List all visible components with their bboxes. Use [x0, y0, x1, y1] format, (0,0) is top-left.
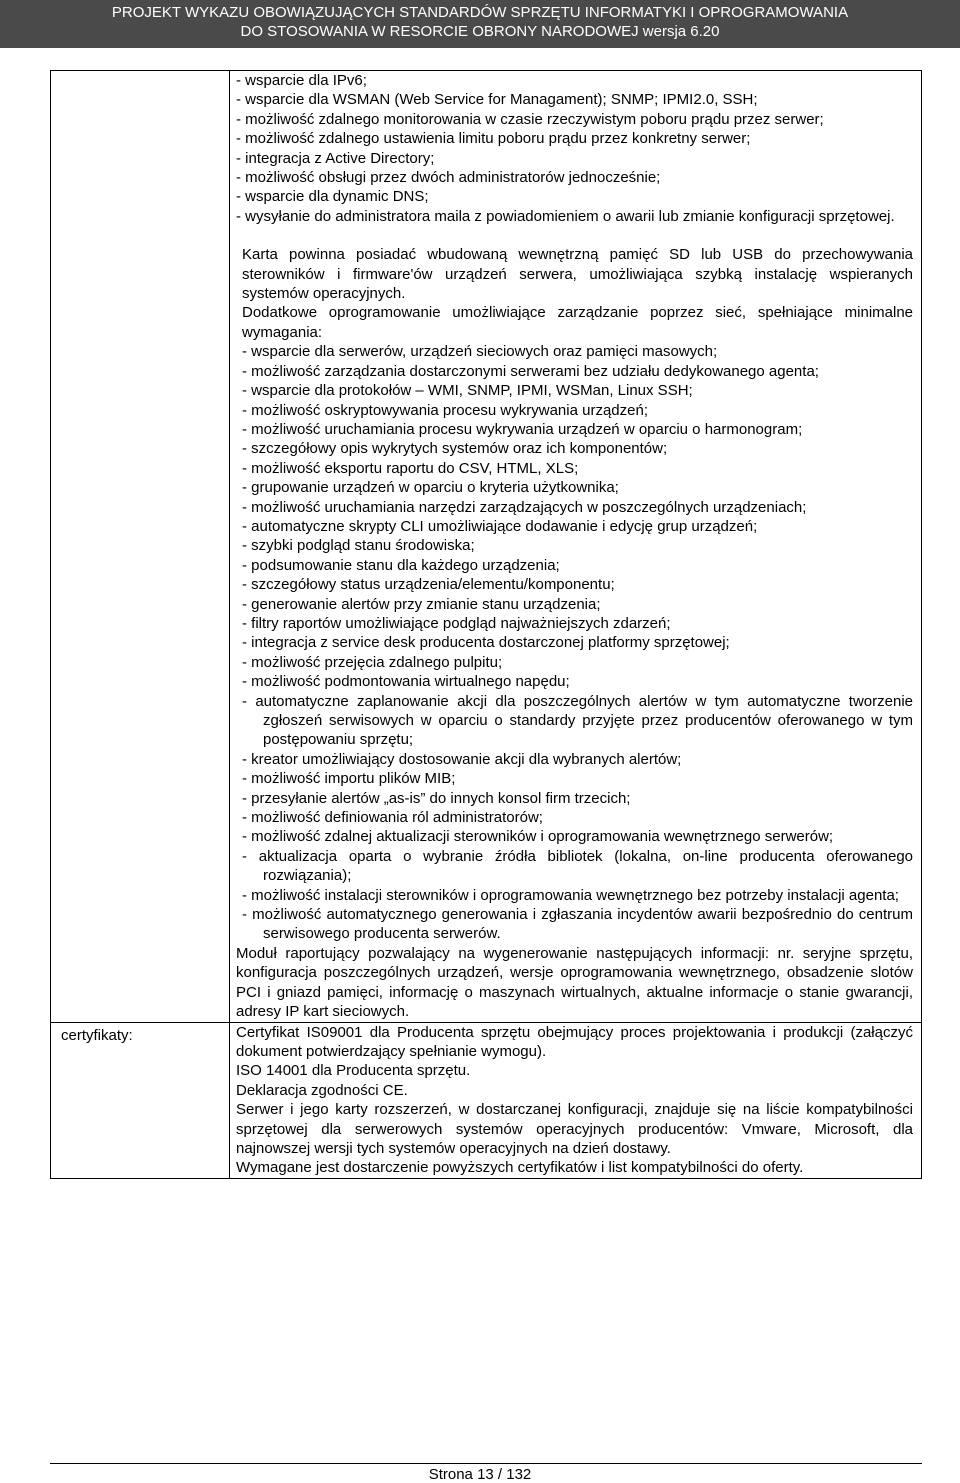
card-paragraph: Karta powinna posiadać wbudowaną wewnętrzną pamięć SD lub USB do przechowywania sterowników i firmware'ów urządzeń serwera, umożliwiająca szybką instalację wspieranych systemów operacyjnych. [242, 246, 913, 303]
list-item: - wsparcie dla WSMAN (Web Service for Managament); SNMP; IPMI2.0, SSH; [236, 91, 758, 109]
certificate-paragraph: ISO 14001 dla Producenta sprzętu. [236, 1062, 471, 1080]
list-item: - możliwość przejęcia zdalnego pulpitu; [242, 653, 503, 671]
list-item: - możliwość instalacji sterowników i oprogramowania wewnętrznego bez potrzeby instalacji agenta; [242, 886, 899, 904]
list-item: - możliwość podmontowania wirtualnego napędu; [242, 673, 570, 691]
specification-table [50, 70, 922, 1179]
page-number: Strona 13 / 132 [428, 1466, 532, 1483]
list-item: - możliwość zdalnego monitorowania w czasie rzeczywistym poboru prądu przez serwer; [236, 110, 824, 128]
table-row [51, 71, 922, 1023]
list-item: - szczegółowy opis wykrytych systemów oraz ich komponentów; [242, 440, 668, 458]
certificates-list [230, 1023, 921, 1178]
list-item: - wsparcie dla IPv6; [236, 72, 367, 89]
software-list [242, 342, 913, 944]
row-content-cell [230, 1022, 922, 1178]
list-item: - przesyłanie alertów „as-is” do innych konsol firm trzecich; [242, 789, 631, 807]
list-item: - integracja z Active Directory; [236, 149, 435, 167]
list-item: - szybki podgląd stanu środowiska; [242, 537, 475, 555]
list-item: - możliwość zarządzania dostarczonymi serwerami bez udziału dedykowanego agenta; [242, 362, 819, 380]
table-row [51, 1022, 922, 1178]
management-list [230, 71, 921, 226]
software-intro: Dodatkowe oprogramowanie umożliwiające zarządzanie poprzez sieć, spełniające minimalne wymagania: [242, 304, 913, 341]
report-paragraph: Moduł raportujący pozwalający na wygenerowanie następujących informacji: nr. seryjne sprzętu, konfiguracja poszczególnych urządzeń, wersje oprogramowania wewnętrznego, obsadzenie slotów PCI i gniazd pamięci, informację o maszynach wirtualnych, aktualne informacje o stanie gwarancji, adresy IP kart sieciowych. [236, 944, 913, 1021]
list-item: - wysyłanie do administratora maila z powiadomieniem o awarii lub zmianie konfiguracji sprzętowej. [236, 207, 895, 225]
list-item: - aktualizacja oparta o wybranie źródła bibliotek (lokalna, on-line producenta oferowanego rozwiązania); [242, 847, 913, 885]
list-item: - automatyczne skrypty CLI umożliwiające dodawanie i edycję grup urządzeń; [242, 517, 758, 535]
header-line-1: PROJEKT WYKAZU OBOWIĄZUJĄCYCH STANDARDÓW SPRZĘTU INFORMATYKI I OPROGRAMOWANIA [111, 4, 849, 21]
list-item: - wsparcie dla protokołów – WMI, SNMP, IPMI, WSMan, Linux SSH; [242, 382, 693, 400]
list-item: - możliwość zdalnego ustawienia limitu poboru prądu przez konkretny serwer; [236, 130, 751, 148]
list-item: - możliwość definiowania ról administratorów; [242, 809, 543, 827]
software-section [230, 226, 921, 944]
row-content-cell [230, 71, 922, 1023]
certificate-paragraph: Serwer i jego karty rozszerzeń, w dostarczanej konfiguracji, znajduje się na liście kompatybilności sprzętowej dla serwerowych systemów operacyjnych producentów: Vmware, Microsoft, dla najnowszej wersji tych systemów operacyjnych na dzień dostawy. [236, 1101, 913, 1157]
list-item: - możliwość obsługi przez dwóch administratorów jednocześnie; [236, 169, 661, 187]
certificate-paragraph: Certyfikat IS09001 dla Producenta sprzętu obejmujący proces projektowania i produkcji (załączyć dokument potwierdzający spełnianie wymogu). [236, 1023, 913, 1060]
list-item: - możliwość eksportu raportu do CSV, HTML, XLS; [242, 459, 579, 477]
list-item: - grupowanie urządzeń w oparciu o kryteria użytkownika; [242, 479, 619, 497]
list-item: - możliwość uruchamiania narzędzi zarządzających w poszczególnych urządzeniach; [242, 498, 807, 516]
page-header [0, 0, 960, 48]
list-item: - możliwość importu plików MIB; [242, 770, 456, 788]
certificates-label: certyfikaty: [61, 1026, 133, 1044]
list-item: - wsparcie dla dynamic DNS; [236, 188, 429, 206]
footer-divider [50, 1463, 922, 1464]
list-item: - filtry raportów umożliwiające podgląd najważniejszych zdarzeń; [242, 614, 671, 632]
row-label-cell [51, 1022, 230, 1178]
list-item: - podsumowanie stanu dla każdego urządzenia; [242, 556, 560, 574]
list-item: - generowanie alertów przy zmianie stanu urządzenia; [242, 595, 601, 613]
list-item: - możliwość zdalnej aktualizacji sterowników i oprogramowania wewnętrznego serwerów; [242, 828, 834, 846]
certificate-paragraph: Deklaracja zgodności CE. [236, 1081, 408, 1099]
certificate-paragraph: Wymagane jest dostarczenie powyższych certyfikatów i list kompatybilności do oferty. [236, 1159, 804, 1177]
list-item: - kreator umożliwiający dostosowanie akcji dla wybranych alertów; [242, 750, 682, 768]
list-item: - integracja z service desk producenta dostarczonej platformy sprzętowej; [242, 634, 730, 652]
list-item: - automatyczne zaplanowanie akcji dla poszczególnych alertów w tym automatyczne tworzenie zgłoszeń serwisowych w oparciu o standardy przyjęte przez producentów oferowanego w tym postępowaniu sprzętu; [242, 692, 913, 749]
header-line-2: DO STOSOWANIA W RESORCIE OBRONY NARODOWEJ wersja 6.20 [240, 23, 720, 40]
list-item: - wsparcie dla serwerów, urządzeń sieciowych oraz pamięci masowych; [242, 343, 718, 361]
list-item: - możliwość oskryptowywania procesu wykrywania urządzeń; [242, 401, 648, 419]
list-item: - możliwość uruchamiania procesu wykrywania urządzeń w oparciu o harmonogram; [242, 420, 803, 438]
row-label [51, 71, 229, 75]
row-label-cell [51, 71, 230, 1023]
list-item: - możliwość automatycznego generowania i zgłaszania incydentów awarii bezpośrednio do centrum serwisowego producenta serwerów. [242, 906, 913, 943]
list-item: - szczegółowy status urządzenia/elementu/komponentu; [242, 576, 615, 594]
